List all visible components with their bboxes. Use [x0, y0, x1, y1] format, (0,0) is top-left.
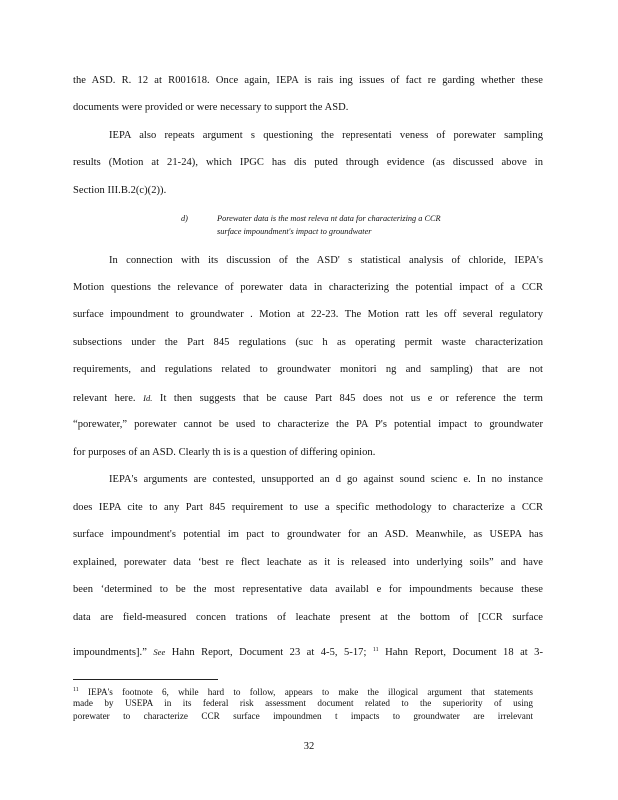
footnote-reference[interactable]: 11: [372, 647, 379, 653]
page-number: 32: [303, 741, 315, 752]
section-heading-line: surface impoundment's impact to groundwater: [217, 227, 372, 236]
body-text-line: for purposes of an ASD. Clearly th is is a question of differing opinion.: [73, 447, 376, 458]
text-segment: IEPA's footnote 6, while hard to follow, appears to make the illogical argument that statements: [78, 687, 533, 697]
footnote-marker: 11: [73, 687, 79, 693]
body-text-line: IEPA also repeats argument s questioning the representati veness of porewater sampling: [109, 130, 543, 141]
body-text-line: In connection with its discussion of the ASD' s statistical analysis of chloride, IEPA's: [109, 255, 543, 266]
body-text-line: been ‘determined to be the most representative data availabl e for impoundments because these: [73, 584, 543, 595]
body-text-line: [73, 644, 543, 659]
body-text-line: the ASD. R. 12 at R001618. Once again, IEPA is rais ing issues of fact re garding whether these: [73, 75, 543, 86]
text-segment: Hahn Report, Document 18 at 3-: [378, 647, 544, 658]
body-text-line: data are field-measured concen trations of leachate present at the bottom of [CCR surface: [73, 612, 543, 623]
section-heading-line: Porewater data is the most releva nt data for characterizing a CCR: [217, 214, 441, 223]
citation-signal: See: [153, 647, 166, 657]
text-segment: It then suggests that be cause Part 845 does not us e or reference the term: [152, 393, 543, 404]
section-heading-number: d): [181, 214, 188, 223]
body-text-line: [73, 392, 543, 405]
footnote-line: porewater to characterize CCR surface impoundmen t impacts to groundwater are irrelevant: [73, 711, 533, 721]
body-text-line: Motion questions the relevance of porewater data in characterizing the potential impact of a CCR: [73, 282, 543, 293]
body-text-line: IEPA's arguments are contested, unsupported an d go against sound scienc e. In no instance: [109, 474, 543, 485]
body-text-line: subsections under the Part 845 regulations (suc h as operating permit waste characterization: [73, 337, 543, 348]
body-text-line: Section III.B.2(c)(2)).: [73, 185, 167, 196]
citation-signal: Id.: [143, 393, 153, 403]
body-text-line: documents were provided or were necessary to support the ASD.: [73, 102, 349, 113]
body-text-line: results (Motion at 21-24), which IPGC has dis puted through evidence (as discussed above in: [73, 157, 543, 168]
body-text-line: does IEPA cite to any Part 845 requirement to use a specific methodology to characterize a CCR: [73, 502, 543, 513]
text-segment: relevant here.: [73, 393, 144, 404]
footnote-line: made by USEPA in its federal risk assessment document related to the superiority of using: [73, 698, 533, 708]
footnote-separator: [73, 679, 218, 680]
text-segment: Hahn Report, Document 23 at 4-5, 5-17;: [165, 647, 373, 658]
text-segment: impoundments].”: [73, 647, 154, 658]
body-text-line: surface impoundment's potential im pact to groundwater for an ASD. Meanwhile, as USEPA has: [73, 529, 543, 540]
body-text-line: “porewater,” porewater cannot be used to characterize the PA P's potential impact to groundwater: [73, 419, 543, 430]
body-text-line: requirements, and regulations related to groundwater monitori ng and sampling) that are not: [73, 364, 543, 375]
body-text-line: explained, porewater data ‘best re flect leachate as it is released into underlying soils” and have: [73, 557, 543, 568]
body-text-line: surface impoundment to groundwater . Motion at 22-23. The Motion ratt les off several regulatory: [73, 309, 543, 320]
footnote-line: [73, 685, 533, 698]
